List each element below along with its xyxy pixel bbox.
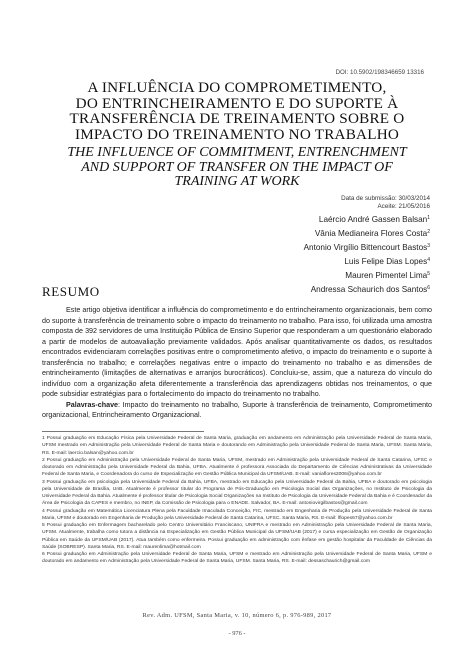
footnote: 3 Possui graduação em psicologia pela Universidade Federal da Bahia, UFBA, mestrado em Educação pela Universidade Federal da Bahia, UFBA e doutorado em psicologia pela Universidade de Brasília, UnB. Atualmente é professor titular do Programa de Pós-Graduação em Psicologia Social das Organizações, no Instituto de Psicologia da Universidade Federal da Bahia. Atualmente é professor titular de Psicologia Social Organizações na Instituto de Psicologia da Universidade Federal da Bahia e é Coordenador da Área de Psicologia da CAPES e membro, no INEP, da Comissão de Psicologia para o ENADE. Salvador, BA. E-mail: antoniovirgilbastos@gmail.com bbox=[42, 479, 432, 507]
keywords-line bbox=[42, 400, 432, 421]
title-english bbox=[40, 146, 434, 190]
title-pt-line: IMPACTO DO TREINAMENTO NO TRABALHO bbox=[74, 125, 400, 143]
abstract-heading: RESUMO bbox=[42, 284, 100, 299]
journal-citation: Rev. Adm. UFSM, Santa Maria, v. 10, número 6, p. 976-989, 2017 bbox=[142, 612, 332, 619]
author-footnote-mark[interactable]: 1 bbox=[427, 215, 430, 221]
author-name: Laércio André Gassen Balsan bbox=[318, 215, 428, 224]
author-name: Mauren Pimentel Lima bbox=[345, 271, 428, 281]
author-footnote-mark[interactable]: 5 bbox=[427, 271, 430, 278]
keywords-label: Palavras-chave bbox=[66, 400, 119, 409]
author-footnote-mark[interactable]: 2 bbox=[427, 229, 430, 236]
footnote: 2 Possui graduação em Administração pela Universidade Federal de Santa Maria, UFSM, mestrado em Administração pela Universidade Federal de Santa Catarina, UFSC e doutorado em Administração pela Universidade Federal da Bahia, UFBA. Atualmente é professora Associada do Departamento de Ciências Administrativas da Universidade Federal de Santa Maria, e Coordenadora do curso de Especialização em Gestão Pública Municipal da UFSM/UAB. E-mail: vaniaflores2006@yahoo.com.br bbox=[42, 457, 432, 478]
title-portuguese bbox=[40, 80, 434, 142]
author-name: Antonio Virgílio Bittencourt Bastos bbox=[303, 243, 428, 253]
submission-date: Data de submissão: 30/03/2014 bbox=[341, 195, 430, 202]
submission-dates bbox=[341, 195, 430, 211]
author-footnote-mark[interactable]: 4 bbox=[427, 257, 430, 264]
title-en-line: THE INFLUENCE OF COMMITMENT, ENTRENCHMENT bbox=[67, 145, 407, 160]
author-list bbox=[304, 212, 430, 297]
author-footnote-mark[interactable]: 3 bbox=[427, 243, 430, 250]
author bbox=[304, 240, 430, 254]
author bbox=[304, 212, 430, 226]
footnote: 4 Possui graduação em Matemática Licenciatura Plena pela Faculdade Imaculada Conceição, FIC, mestrado em Engenharia de Produção pela Universidade Federal de Santa Maria, UFSM e doutorado em Engenharia de Produção pela Universidade Federal de Santa Catarina, UFSC. Santa Maria, RS. E-mail: lflopes67@yahoo.com.br bbox=[42, 508, 432, 521]
footnote: 5 Possui graduação em Enfermagem bacharelado pelo Centro Universitário Franciscano, UNIFRA e mestrado em Administração pela Universidade Federal de Santa Maria, UFSM. Atualmente, trabalha como tutora a distância na Especialização em Gestão Pública Municipal da UFSM/UAB (2017) e cursa especialização em Gestão de Organização Pública em Saúde da UFSM/UAB (2017). Atua também como enfermeira. Possui graduação em administração com ênfase em gestão hospitalar da Faculdade de Ciências da Saúde (SOBRESP). Santa Maria, RS. E-mail: maurenlima@hotmail.com bbox=[42, 523, 432, 550]
abstract bbox=[42, 305, 432, 421]
keywords-text: : Impacto do treinamento no trabalho, Suporte à transferência de treinamento, Comprometimento organizacional, Entrincheiramento Organizacional. bbox=[42, 400, 432, 419]
page-number: - 976 - bbox=[228, 630, 246, 637]
title-en-line: AND SUPPORT OF TRANSFER ON THE IMPACT OF bbox=[81, 159, 393, 175]
title-pt-line: TRANSFERÊNCIA DE TREINAMENTO SOBRE O bbox=[69, 110, 405, 127]
footnote: 1 Possui graduação em Educação Física pela Universidade Federal de Santa Maria, graduação em andamento em Administração pela Universidade Federal de Santa Maria, UFSM mestrado em Administração pela Universidade Federal de Santa Maria e doutorando em Administração pela Universidade Federal de Santa Maria, UFSM. Santa Maria, RS. E-mail: laercio.balsan@yahoo.com.br bbox=[42, 436, 432, 456]
author bbox=[304, 254, 430, 268]
author-name: Andressa Schaurich dos Santos bbox=[310, 285, 428, 295]
author bbox=[304, 268, 430, 282]
footnote: 6 Possui graduação em Administração pela Universidade Federal de Santa Maria, UFSM e mestrado em Administração pela Universidade Federal de Santa Maria, UFSM e doutorado em andamento em Administração pela Universidade Federal de Santa Maria, UFSM. Santa Maria, RS. E-mail: dessaschaurich@gmail.com bbox=[42, 552, 432, 565]
title-pt-line: DO ENTRINCHEIRAMENTO E DO SUPORTE À bbox=[75, 94, 399, 112]
author-footnote-mark[interactable]: 6 bbox=[427, 285, 430, 292]
author-name: Luis Felipe Dias Lopes bbox=[344, 257, 428, 267]
footnote-divider bbox=[42, 431, 204, 432]
accepted-date: Aceite: 21/05/2016 bbox=[377, 203, 430, 211]
author-name: Vânia Medianeira Flores Costa bbox=[314, 229, 428, 239]
doi-label: DOI: 10.5902/198346659 13316 bbox=[335, 69, 424, 76]
title-en-line: TRAINING AT WORK bbox=[174, 174, 300, 189]
author bbox=[304, 226, 430, 240]
title-pt-line: A INFLUÊNCIA DO COMPROMETIMENTO, bbox=[87, 79, 387, 96]
footnotes bbox=[42, 435, 432, 566]
abstract-text: Este artigo objetiva identificar a influência do comprometimento e do entrincheiramento organizacionais, bem como do suporte à transferência de treinamento sobre o impacto do treinamento no trabalho. Para isso, foi utilizada uma amostra composta de 392 servidores de uma Instituição Pública de Ensino Superior que responderam a um questionário elaborado a partir de modelos de autoavaliação previamente validados. Após analisar quantitativamente os dados, os resultados encontrados evidenciaram correlações positivas entre o comprometimento afetivo, o impacto do treinamento e o suporte à transferência no trabalho; e correlações negativas entre o impacto do treinamento no trabalho e as dimensões de entrincheiramento (limitações de alternativas e arranjos burocráticos). Concluiu-se, assim, que a natureza do vínculo do indivíduo com a organização afeta diferentemente a transferência das aprendizagens obtidas nos treinamentos, o que pode subsidiar estratégias para o fortalecimento do impacto do treinamento no trabalho. bbox=[42, 306, 432, 398]
author bbox=[304, 282, 430, 296]
